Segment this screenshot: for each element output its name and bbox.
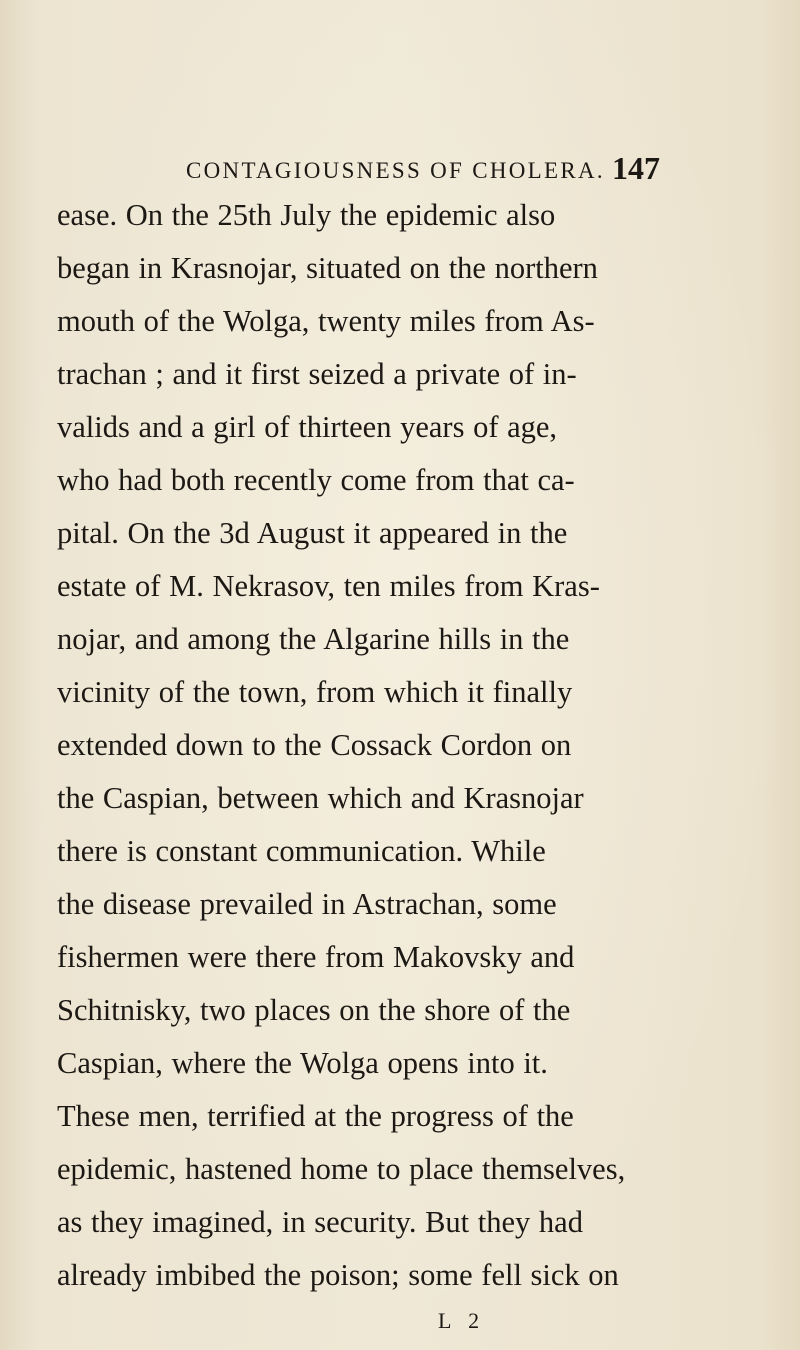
text-line: as they imagined, in security. But they had: [57, 1205, 583, 1239]
text-line: nojar, and among the Algarine hills in the: [57, 622, 570, 656]
text-line: pital. On the 3d August it appeared in the: [57, 516, 568, 550]
text-line: extended down to the Cossack Cordon on: [57, 728, 572, 762]
text-line: vicinity of the town, from which it finally: [57, 675, 573, 709]
page-number: 147: [612, 150, 660, 186]
text-line: who had both recently come from that ca-: [57, 463, 575, 497]
text-line: already imbibed the poison; some fell sick on: [57, 1258, 619, 1292]
text-line: there is constant communication. While: [57, 834, 546, 868]
text-line: Schitnisky, two places on the shore of the: [57, 993, 571, 1027]
text-line: mouth of the Wolga, twenty miles from As-: [57, 304, 595, 338]
running-head: [0, 150, 800, 190]
signature-mark: L 2: [438, 1308, 486, 1333]
text-line: These men, terrified at the progress of the: [57, 1099, 574, 1133]
text-line: valids and a girl of thirteen years of age,: [57, 410, 558, 444]
text-line: fishermen were there from Makovsky and: [57, 940, 575, 974]
text-line: the disease prevailed in Astrachan, some: [57, 887, 557, 921]
text-line: Caspian, where the Wolga opens into it.: [57, 1046, 548, 1080]
text-line: estate of M. Nekrasov, ten miles from Kras-: [57, 569, 600, 603]
text-line: trachan ; and it first seized a private of in-: [57, 357, 577, 391]
running-title: CONTAGIOUSNESS OF CHOLERA.: [186, 158, 605, 183]
text-line: ease. On the 25th July the epidemic also: [57, 198, 556, 232]
text-line: epidemic, hastened home to place themselves,: [57, 1152, 626, 1186]
text-line: began in Krasnojar, situated on the northern: [57, 251, 598, 285]
text-line: the Caspian, between which and Krasnojar: [57, 781, 584, 815]
